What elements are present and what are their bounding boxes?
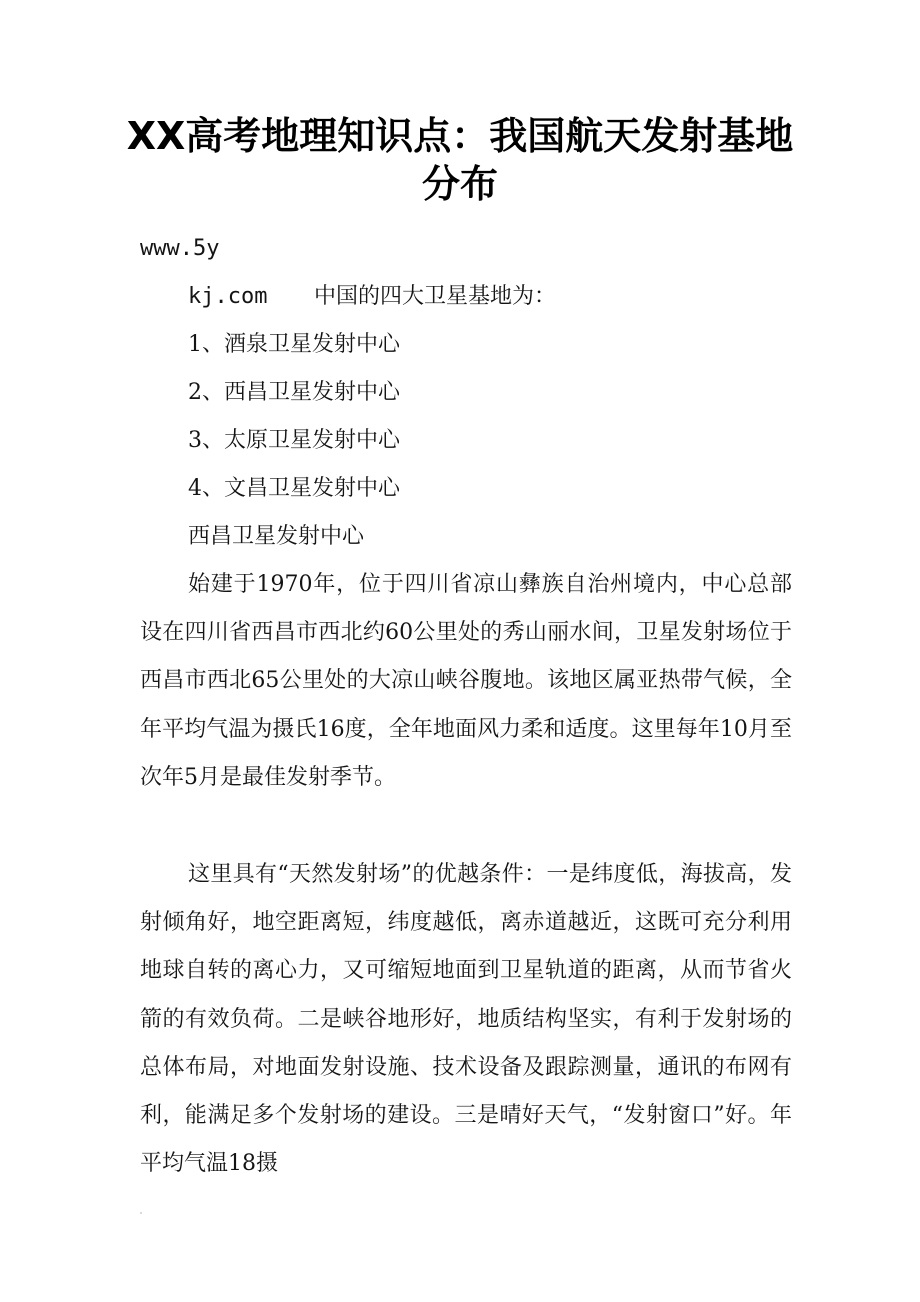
base-list-item-4: 4、文昌卫星发射中心 (188, 476, 400, 501)
document-title-continued: 分布 (421, 162, 498, 206)
section-heading: 西昌卫星发射中心 (188, 524, 365, 549)
page-mark (140, 1212, 142, 1214)
source-url-part1: www.5y (140, 236, 220, 261)
intro-text: 中国的四大卫星基地为： (314, 284, 557, 309)
document-title: XX高考地理知识点：我国航天发射基地 (126, 114, 794, 158)
paragraph-location: 始建于1970年，位于四川省凉山彝族自治州境内，中心总部设在四川省西昌市西北约60公里处的秀山丽水间，卫星发射场位于西昌市西北65公里处的大凉山峡谷腹地。该地区属亚热带气候，全年平均气温为摄氏16度，全年地面风力柔和适度。这里每年10月至次年5月是最佳发射季节。 (140, 572, 792, 790)
paragraph-advantages: 这里具有“天然发射场”的优越条件：一是纬度低，海拔高，发射倾角好，地空距离短，纬度越低，离赤道越近，这既可充分利用地球自转的离心力，又可缩短地面到卫星轨道的距离，从而节省火箭的有效负荷。二是峡谷地形好，地质结构坚实，有利于发射场的总体布局，对地面发射设施、技术设备及跟踪测量，通讯的布网有利，能满足多个发射场的建设。三是晴好天气，“发射窗口”好。年平均气温18摄 (140, 862, 792, 1177)
base-list-item-2: 2、西昌卫星发射中心 (188, 380, 400, 405)
base-list-item-1: 1、酒泉卫星发射中心 (188, 332, 400, 357)
base-list-item-3: 3、太原卫星发射中心 (188, 428, 400, 453)
source-url-part2: kj.com (188, 284, 268, 309)
